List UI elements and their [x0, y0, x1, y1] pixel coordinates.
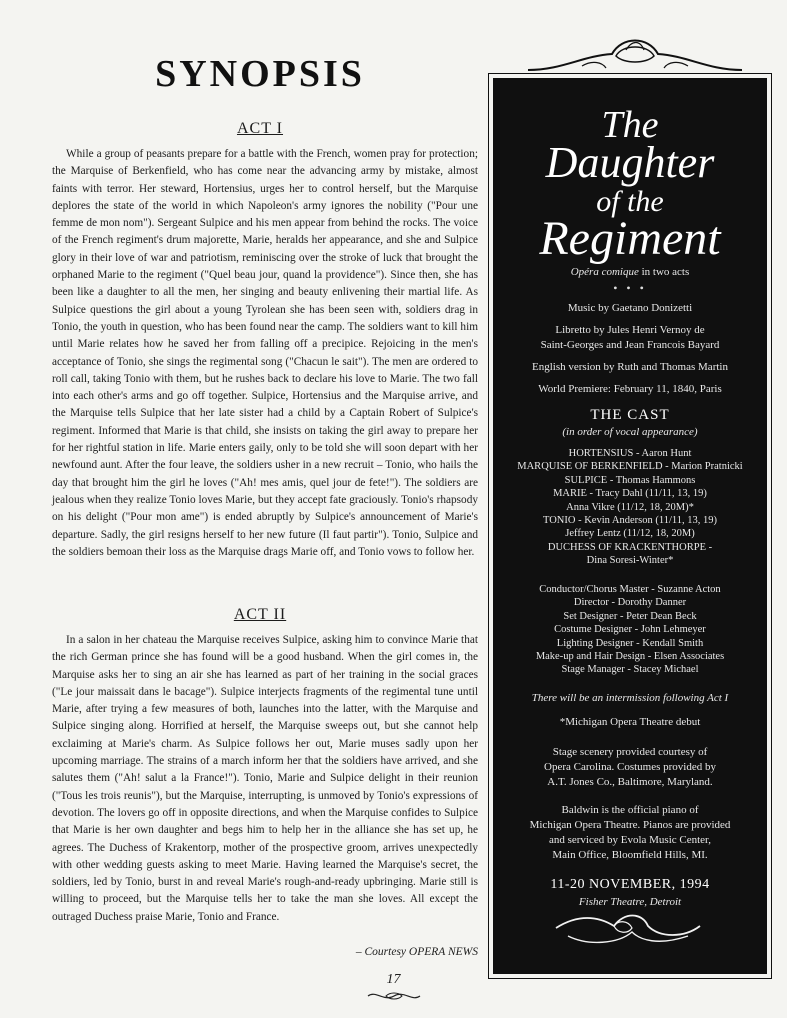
program-panel	[493, 78, 767, 974]
piano-line-3: and serviced by Evola Music Center,	[548, 834, 712, 846]
piano-line-2: Michigan Opera Theatre. Pianos are provided	[529, 819, 731, 831]
title-regiment: Regiment	[539, 212, 721, 265]
crew-member: Make-up and Hair Design - Elsen Associates	[535, 651, 725, 663]
title-the: The	[601, 104, 659, 146]
separator-dots: • • •	[613, 281, 647, 295]
scenery-line-1: Stage scenery provided courtesy of	[552, 746, 708, 758]
act-one-text: While a group of peasants prepare for a battle with the French, women pray for protection; the Marquise of Berkenfield, who has come near the advancing army by mistake, almost faints with terror. Her steward, Hortensius, urges her to control herself, but the Marquise deplores the state of the world in which Napoleon's army ignores the nobility ("Pour une femme de mon nom"). Sergeant Sulpice and his men appear from behind the rocks. The voice of the French regiment's drum majorette, Marie, heralds her appearance, and she and Sulpice glory in their love of war and patriotism, reminiscing over the stroke of luck that brought the orphaned Marie to the regiment ("Quel beau jour, quand la providence"). Since then, she has been like a daughter to all the men, her singing and beauty enlivening their martial life. As Sulpice questions the girl about a young Tyrolean she has been seen with, soldiers drag in Tonio, the youth in question, who has been found near the camp. The soldiers want to kill him until Marie relates how he saved her from falling off a precipice. Rejoicing in the men's acceptance of Tonio, she sings the regimental song ("Chacun le sait"). The men are ordered to roll call, taking Tonio with them, but he rushes back to declare his love to Marie. The two fall into each other's arms and go off together. Sulpice, Hortensius and the Marquise arrive, and the Marquise tells Sulpice that her late sister had a child by a Captain Robert of Sulpice's regiment. Informed that Marie is that child, she insists on taking the girl away to prepare her for her rightful station in life. Marie enters gaily, only to be told she will soon depart with her newfound aunt. After the four leave, the soldiers usher in a new recruit – Tonio, who hails the day that brought him the girl he loves ("Ah! mes amis, quel jour de fete!"). The soldiers are jealous when they realize Tonio loves Marie, but they accept fate graciously. Tonio's rhapsody on his delight ("Pour mon ame") is ended abruptly by Sulpice's announcement of Marie's departure. Sadly, the girl resigns herself to her new future (Il faut partir"). Tonio, Sulpice and the soldiers bemoan their loss as the Marquise drags Marie off, and Tonio vows to follow her.	[52, 148, 478, 558]
page-flourish-icon	[364, 988, 424, 1004]
title-daughter: Daughter	[545, 138, 715, 187]
cast-member: DUCHESS OF KRACKENTHORPE -	[547, 541, 713, 553]
music-by: Music by Gaetano Donizetti	[567, 302, 693, 314]
world-premiere: World Premiere: February 11, 1840, Paris	[538, 383, 722, 395]
cast-member: MARQUISE OF BERKENFIELD - Marion Pratnicki	[517, 461, 743, 473]
crew-member: Lighting Designer - Kendall Smith	[556, 637, 704, 649]
act-one-heading: ACT I	[236, 120, 284, 137]
subtitle-italic: Opéra comique	[570, 266, 639, 278]
cast-member: HORTENSIUS - Aaron Hunt	[568, 448, 692, 459]
cast-member: SULPICE - Thomas Hammons	[564, 474, 696, 486]
synopsis-title: SYNOPSIS	[155, 53, 365, 95]
libretto-line-2: Saint-Georges and Jean Francois Bayard	[540, 339, 720, 351]
intermission-note: There will be an intermission following Act I	[531, 692, 729, 704]
cast-member: Anna Vikre (11/12, 18, 20M)*	[566, 501, 694, 513]
bottom-ornament-icon	[548, 906, 708, 950]
english-version: English version by Ruth and Thomas Martin	[532, 361, 728, 373]
act-two-text: In a salon in her chateau the Marquise receives Sulpice, asking him to convince Marie that the rich German prince she has found will be a good husband. When the girl comes in, the Marquise asks her to sing an air she has learned as part of her training in the social graces ("Le jour maissait dans le bacage"). Sulpice interjects fragments of the regimental tune until Marie, after trying a few measures of both, launches into the latter, with the Marquise and Sulpice singing along. Horrified at herself, the Marquise sweeps out, but she cannot help exclaiming at Marie's charm. As Sulpice follows her out, Marie muses sadly upon her upcoming marriage. The strains of a march inform her that the soldiers have arrived, and she salutes them ("Ah! salut a la France!"). Tonio, Marie and Sulpice delight in their reunion ("Tous les trois reunis"), but the Marquise, interrupting, is unmoved by Tonio's expressions of devotion. The lovers go off in opposite directions, and when the Marquise confides to Sulpice that Marie is her own daughter and begs him to help her in the alliance she has set up, he agrees. The Duchess of Krakentorp, mother of the prospective groom, arrives unexpectedly with other wedding guests asking to meet Marie. Having learned the Marquise's secret, the soldiers, led by Tonio, burst in and reveal Marie's rough-and-ready upbringing. Marie still is willing to proceed, but the Marquise tells her to take the man she loves. All except the outraged Duchess praise Marie, Tonio and France.	[52, 634, 478, 923]
cast-list	[496, 447, 764, 568]
title-of-the: of the	[596, 185, 664, 218]
page-number: 17	[386, 972, 401, 987]
crew-member: Conductor/Chorus Master - Suzanne Acton	[539, 584, 721, 595]
cast-member: Jeffrey Lentz (11/12, 18, 20M)	[565, 528, 695, 540]
cast-title: THE CAST	[590, 407, 670, 423]
cast-member: Dina Soresi-Winter*	[586, 555, 674, 567]
debut-note: *Michigan Opera Theatre debut	[559, 716, 701, 728]
act-two-heading: ACT II	[233, 606, 287, 623]
opera-subtitle	[500, 265, 760, 280]
performance-dates: 11-20 NOVEMBER, 1994	[550, 877, 710, 892]
scenery-line-3: A.T. Jones Co., Baltimore, Maryland.	[547, 776, 713, 788]
piano-line-4: Main Office, Bloomfield Hills, MI.	[552, 849, 708, 861]
libretto-line-1: Libretto by Jules Henri Vernoy de	[555, 324, 705, 336]
crew-member: Set Designer - Peter Dean Beck	[563, 610, 697, 622]
venue: Fisher Theatre, Detroit	[578, 896, 682, 908]
scenery-line-2: Opera Carolina. Costumes provided by	[544, 761, 716, 773]
subtitle-rest: in two acts	[638, 266, 690, 278]
crew-member: Director - Dorothy Danner	[573, 597, 687, 609]
crew-member: Stage Manager - Stacey Michael	[561, 664, 699, 676]
piano-line-1: Baldwin is the official piano of	[561, 804, 699, 816]
cast-subtitle: (in order of vocal appearance)	[562, 426, 698, 438]
top-ornament-icon	[522, 26, 748, 82]
courtesy-credit: – Courtesy OPERA NEWS	[355, 946, 478, 958]
cast-member: TONIO - Kevin Anderson (11/11, 13, 19)	[542, 515, 717, 527]
crew-member: Costume Designer - John Lehmeyer	[554, 624, 706, 636]
cast-member: MARIE - Tracy Dahl (11/11, 13, 19)	[553, 488, 707, 500]
crew-list	[496, 583, 764, 677]
